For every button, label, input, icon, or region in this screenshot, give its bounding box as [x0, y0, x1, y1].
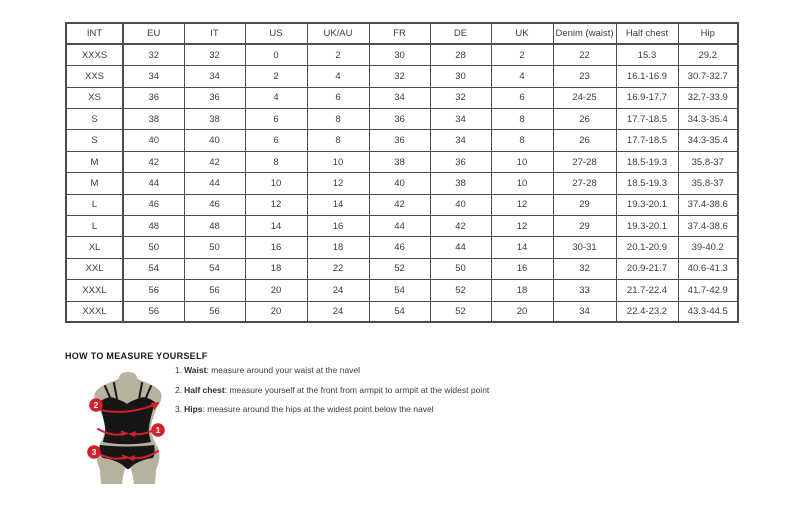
size-cell: 48 [184, 216, 245, 237]
size-cell: 4 [307, 66, 369, 87]
size-cell: 16.9-17.7 [616, 87, 678, 108]
size-cell: 30-31 [553, 237, 616, 258]
size-row [66, 216, 738, 237]
size-cell: 42 [369, 194, 430, 215]
size-cell: 6 [307, 87, 369, 108]
size-cell: 12 [491, 216, 553, 237]
svg-text:2: 2 [93, 400, 99, 410]
size-cell: 56 [123, 280, 184, 301]
size-cell: 44 [430, 237, 491, 258]
size-cell: 30.7-32.7 [678, 66, 738, 87]
size-cell: 46 [184, 194, 245, 215]
size-cell: 8 [491, 130, 553, 151]
size-cell: 46 [123, 194, 184, 215]
size-cell: 27-28 [553, 151, 616, 172]
size-cell: 56 [184, 301, 245, 322]
size-cell: 32 [553, 258, 616, 279]
measurement-figure [83, 371, 173, 484]
measure-steps [175, 366, 595, 425]
size-cell: 19.3-20.1 [616, 194, 678, 215]
size-cell: 12 [491, 194, 553, 215]
size-cell: 54 [123, 258, 184, 279]
size-cell: 32 [430, 87, 491, 108]
column-header: US [245, 23, 307, 44]
size-cell: 15.3 [616, 44, 678, 65]
size-cell: 36 [369, 130, 430, 151]
size-cell: 34 [430, 130, 491, 151]
size-cell: 52 [369, 258, 430, 279]
camisole [99, 397, 155, 444]
size-cell: XXXL [66, 301, 123, 322]
size-cell: 42 [184, 151, 245, 172]
size-row [66, 280, 738, 301]
size-cell: 12 [245, 194, 307, 215]
step-text: : measure around your waist at the navel [206, 365, 361, 375]
size-cell: 34 [184, 66, 245, 87]
size-cell: 24 [307, 280, 369, 301]
measure-section-title: HOW TO MEASURE YOURSELF [65, 351, 208, 361]
size-cell: 19.3-20.1 [616, 216, 678, 237]
column-header: DE [430, 23, 491, 44]
size-cell: 40 [184, 130, 245, 151]
size-table [65, 22, 739, 323]
size-cell: 14 [491, 237, 553, 258]
measure-step-half-chest [175, 386, 595, 395]
size-cell: S [66, 109, 123, 130]
size-cell: 40 [369, 173, 430, 194]
size-cell: 16.1-16.9 [616, 66, 678, 87]
size-cell: 50 [184, 237, 245, 258]
size-cell: 14 [307, 194, 369, 215]
size-table-header [66, 23, 738, 44]
size-cell: 29 [553, 216, 616, 237]
size-cell: L [66, 194, 123, 215]
size-cell: 42 [123, 151, 184, 172]
size-cell: 56 [123, 301, 184, 322]
size-cell: 32 [123, 44, 184, 65]
size-cell: 8 [245, 151, 307, 172]
size-cell: 2 [245, 66, 307, 87]
size-cell: 20 [245, 301, 307, 322]
size-cell: 33 [553, 280, 616, 301]
size-row [66, 87, 738, 108]
column-header: Hip [678, 23, 738, 44]
size-cell: 56 [184, 280, 245, 301]
column-header: IT [184, 23, 245, 44]
column-header: EU [123, 23, 184, 44]
size-cell: 54 [369, 301, 430, 322]
size-cell: 54 [184, 258, 245, 279]
size-cell: 43.3-44.5 [678, 301, 738, 322]
size-cell: 48 [123, 216, 184, 237]
size-cell: M [66, 173, 123, 194]
size-cell: 35.8-37 [678, 151, 738, 172]
size-cell: 34 [430, 109, 491, 130]
size-cell: 30 [369, 44, 430, 65]
size-cell: 44 [369, 216, 430, 237]
size-cell: 0 [245, 44, 307, 65]
size-cell: 50 [123, 237, 184, 258]
size-cell: 23 [553, 66, 616, 87]
size-cell: 22.4-23.2 [616, 301, 678, 322]
size-cell: 32.7-33.9 [678, 87, 738, 108]
size-cell: 2 [307, 44, 369, 65]
size-cell: 28 [430, 44, 491, 65]
size-row [66, 173, 738, 194]
size-cell: 34 [369, 87, 430, 108]
size-row [66, 237, 738, 258]
size-row [66, 194, 738, 215]
size-row [66, 301, 738, 322]
size-cell: 54 [369, 280, 430, 301]
size-cell: 39-40.2 [678, 237, 738, 258]
size-cell: 20.9-21.7 [616, 258, 678, 279]
size-cell: 18 [491, 280, 553, 301]
size-cell: 16 [307, 216, 369, 237]
size-cell: 38 [430, 173, 491, 194]
badge-waist [151, 423, 165, 437]
svg-text:3: 3 [91, 447, 97, 457]
size-cell: 30 [430, 66, 491, 87]
size-cell: XXS [66, 66, 123, 87]
size-row [66, 151, 738, 172]
size-cell: 16 [491, 258, 553, 279]
size-cell: 8 [307, 130, 369, 151]
size-cell: M [66, 151, 123, 172]
size-cell: 42 [430, 216, 491, 237]
size-cell: 26 [553, 130, 616, 151]
mannequin-illustration [83, 371, 173, 484]
size-cell: 10 [307, 151, 369, 172]
measure-step-waist [175, 366, 595, 375]
size-cell: 14 [245, 216, 307, 237]
size-cell: 29 [553, 194, 616, 215]
size-cell: 38 [123, 109, 184, 130]
size-cell: 18 [307, 237, 369, 258]
size-cell: XL [66, 237, 123, 258]
size-cell: 50 [430, 258, 491, 279]
size-cell: 18.5-19.3 [616, 151, 678, 172]
size-cell: XXL [66, 258, 123, 279]
size-cell: 8 [307, 109, 369, 130]
size-cell: L [66, 216, 123, 237]
size-cell: 8 [491, 109, 553, 130]
size-cell: 22 [553, 44, 616, 65]
size-cell: 22 [307, 258, 369, 279]
badge-hips [87, 445, 101, 459]
size-cell: 24-25 [553, 87, 616, 108]
size-cell: 34.3-35.4 [678, 130, 738, 151]
size-cell: 2 [491, 44, 553, 65]
size-cell: 29.2 [678, 44, 738, 65]
size-cell: S [66, 130, 123, 151]
size-cell: XS [66, 87, 123, 108]
step-number: 2. [175, 384, 183, 395]
svg-text:1: 1 [155, 425, 161, 435]
column-header: Denim (waist) [553, 23, 616, 44]
size-cell: 6 [245, 109, 307, 130]
step-label: Half chest [184, 384, 225, 395]
column-header: Half chest [616, 23, 678, 44]
size-cell: 34 [123, 66, 184, 87]
column-header: UK/AU [307, 23, 369, 44]
size-cell: XXXS [66, 44, 123, 65]
size-cell: 6 [245, 130, 307, 151]
size-cell: 21.7-22.4 [616, 280, 678, 301]
size-cell: 44 [123, 173, 184, 194]
step-label: Hips [184, 404, 203, 414]
size-cell: 6 [491, 87, 553, 108]
size-cell: 52 [430, 301, 491, 322]
size-cell: 36 [184, 87, 245, 108]
size-row [66, 66, 738, 87]
size-cell: 17.7-18.5 [616, 130, 678, 151]
size-cell: 4 [491, 66, 553, 87]
size-cell: 18 [245, 258, 307, 279]
step-number: 3. [175, 404, 183, 414]
size-table-body [66, 44, 738, 322]
size-cell: 34 [553, 301, 616, 322]
size-cell: 44 [184, 173, 245, 194]
column-header: INT [66, 23, 123, 44]
size-cell: 36 [123, 87, 184, 108]
size-cell: 12 [307, 173, 369, 194]
size-cell: 20.1-20.9 [616, 237, 678, 258]
size-cell: 36 [430, 151, 491, 172]
step-text: : measure around the hips at the widest point below the navel [202, 404, 434, 414]
size-cell: 38 [369, 151, 430, 172]
size-cell: 10 [491, 173, 553, 194]
size-cell: 32 [184, 44, 245, 65]
step-label: Waist [184, 365, 207, 375]
size-cell: 41.7-42.9 [678, 280, 738, 301]
size-cell: 20 [245, 280, 307, 301]
size-cell: 17.7-18.5 [616, 109, 678, 130]
size-cell: 38 [184, 109, 245, 130]
size-cell: 18.5-19.3 [616, 173, 678, 194]
size-cell: 52 [430, 280, 491, 301]
size-cell: 40 [123, 130, 184, 151]
badge-chest [89, 398, 103, 412]
size-cell: 26 [553, 109, 616, 130]
size-cell: 4 [245, 87, 307, 108]
header-row [66, 23, 738, 44]
size-cell: 46 [369, 237, 430, 258]
size-cell: 24 [307, 301, 369, 322]
size-cell: 10 [245, 173, 307, 194]
size-cell: 37.4-38.6 [678, 216, 738, 237]
step-number: 1. [175, 365, 183, 375]
size-row [66, 109, 738, 130]
size-cell: XXXL [66, 280, 123, 301]
size-row [66, 130, 738, 151]
step-text: : measure yourself at the front from armpit to armpit at the widest point [224, 384, 490, 395]
size-row [66, 44, 738, 65]
size-cell: 20 [491, 301, 553, 322]
size-row [66, 258, 738, 279]
size-cell: 27-28 [553, 173, 616, 194]
size-cell: 40.6-41.3 [678, 258, 738, 279]
column-header: FR [369, 23, 430, 44]
size-cell: 10 [491, 151, 553, 172]
size-cell: 35.8-37 [678, 173, 738, 194]
measure-step-hips [175, 405, 595, 414]
size-cell: 37.4-38.6 [678, 194, 738, 215]
size-cell: 16 [245, 237, 307, 258]
size-cell: 40 [430, 194, 491, 215]
size-cell: 32 [369, 66, 430, 87]
column-header: UK [491, 23, 553, 44]
size-cell: 34.3-35.4 [678, 109, 738, 130]
size-cell: 36 [369, 109, 430, 130]
